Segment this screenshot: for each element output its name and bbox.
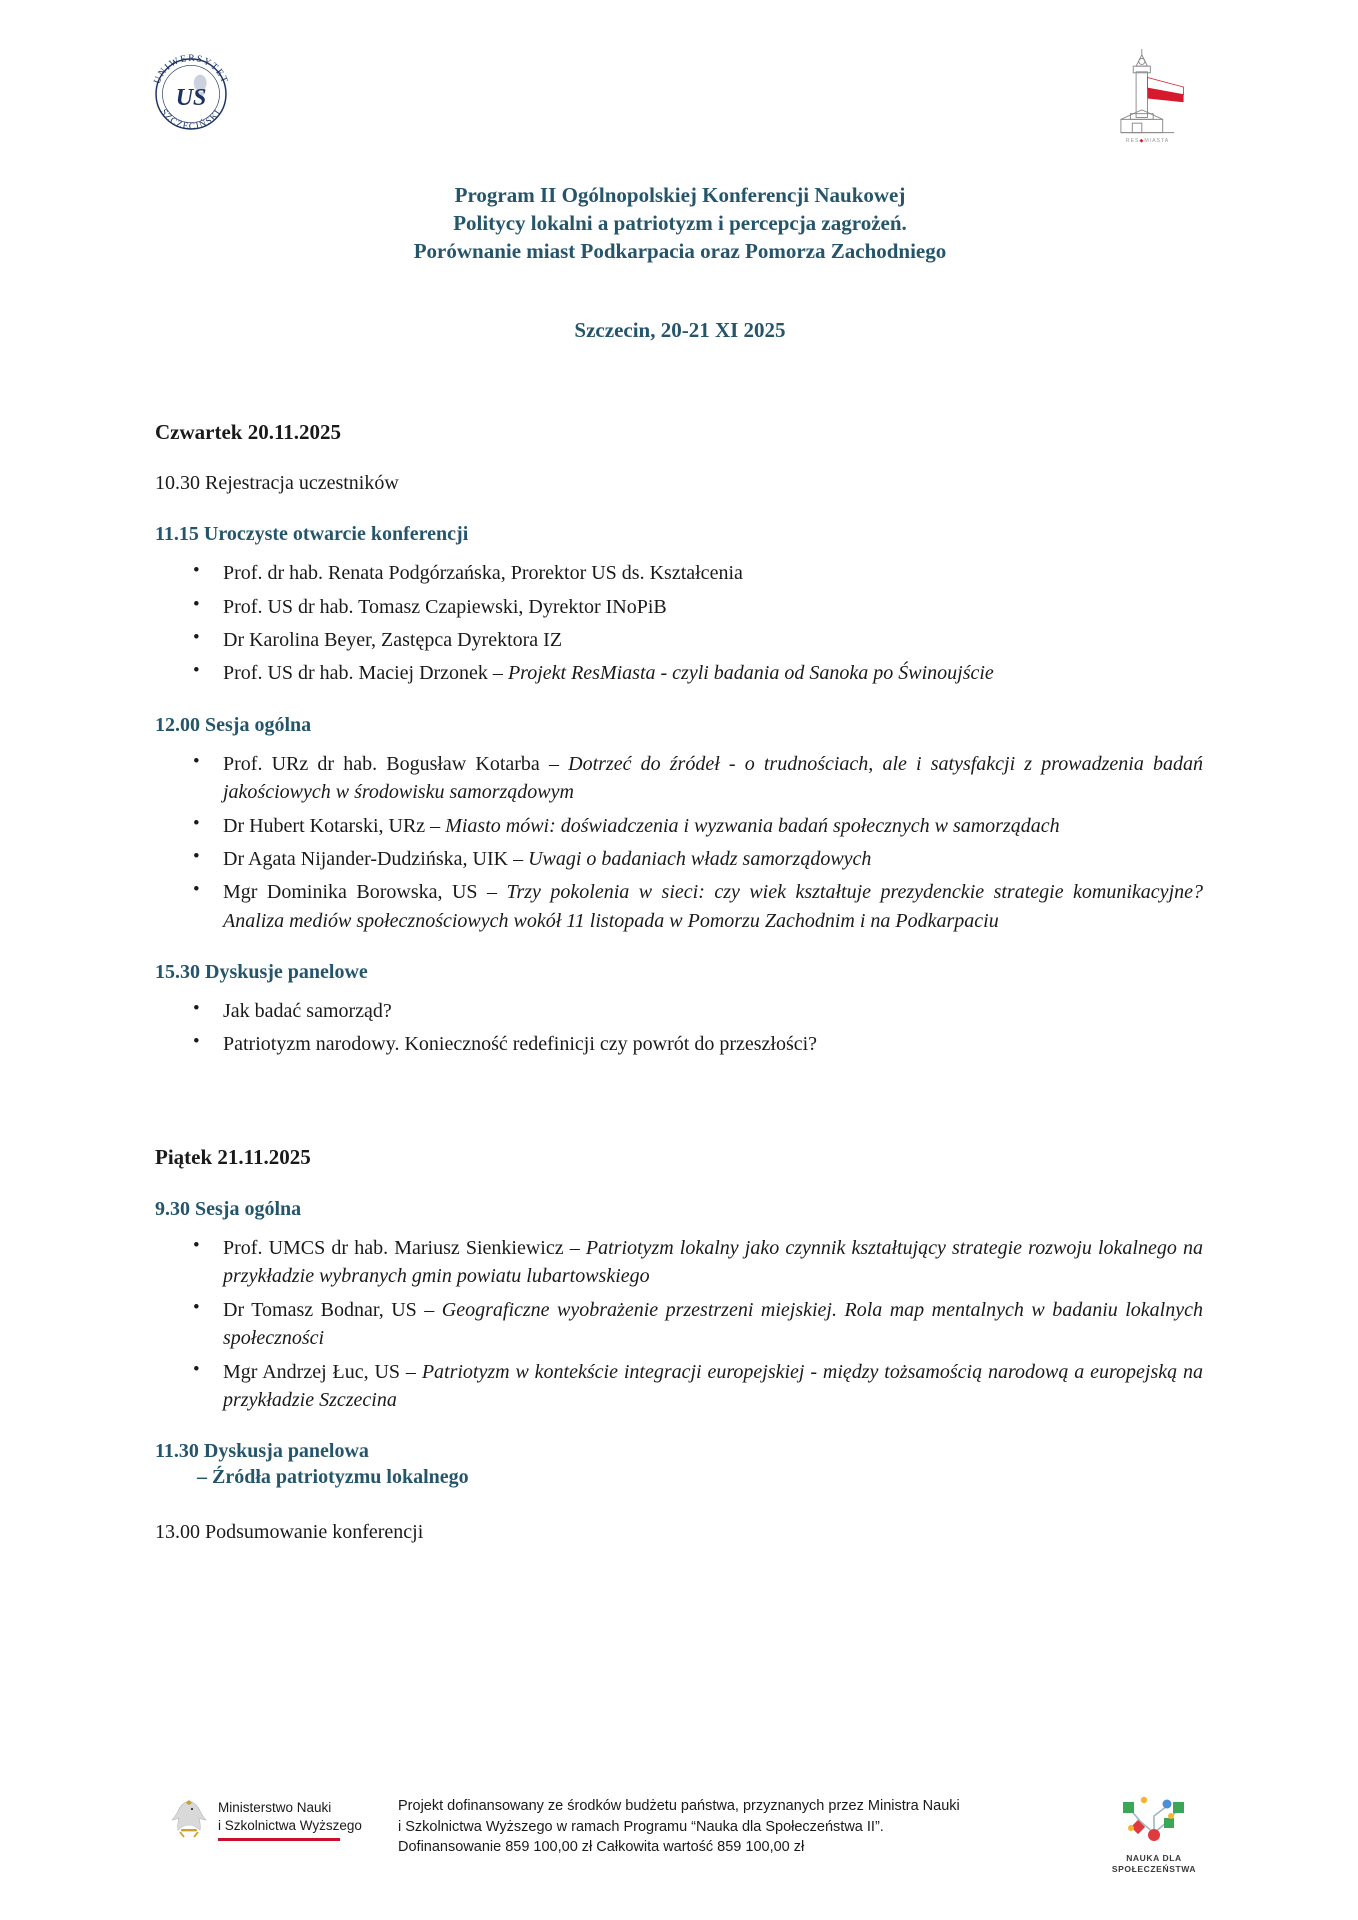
- ministry-text: [218, 1797, 362, 1842]
- nds-caption: [1096, 1853, 1212, 1875]
- item-text: Prof. URz dr hab. Bogusław Kotarba –: [223, 752, 569, 775]
- item-title: Miasto mówi: doświadczenia i wyzwania badań społecznych w samorządach: [445, 814, 1060, 837]
- svg-text:SZCZECIŃSKI: SZCZECIŃSKI: [159, 106, 223, 132]
- list-item: [155, 559, 1203, 587]
- item-text: Prof. US dr hab. Maciej Drzonek –: [223, 662, 508, 685]
- day-heading-friday: Piątek 21.11.2025: [155, 1144, 311, 1169]
- item-title: Patriotyzm lokalny jako czynnik kształtujący strategie rozwoju lokalnego na przykładzie wybranych gmin powiatu lubartowskiego: [223, 1237, 1204, 1288]
- item-text: Mgr Andrzej Łuc, US –: [223, 1360, 422, 1383]
- title-line-2: Politycy lokalni a patriotyzm i percepcja zagrożeń.: [453, 210, 907, 235]
- item-text: Dr Tomasz Bodnar, US –: [223, 1298, 442, 1321]
- header-band: [0, 0, 1358, 150]
- session-heading-1530: 15.30 Dyskusje panelowe: [155, 961, 368, 984]
- list-item: [155, 626, 1203, 654]
- panel-heading-sub: – Źródła patriotyzmu lokalnego: [197, 1466, 469, 1489]
- session-heading-0930: 9.30 Sesja ogólna: [155, 1198, 302, 1221]
- list-item: [155, 878, 1203, 935]
- footer-band: [0, 1770, 1358, 1920]
- nds-line-2: SPOŁECZEŃSTWA: [1111, 1864, 1197, 1875]
- nauka-dla-spoleczenstwa-logo: [1096, 1788, 1212, 1875]
- list-item: [155, 1234, 1203, 1291]
- page-title: [160, 182, 1200, 266]
- panel-heading-main: 11.30 Dyskusja panelowa: [155, 1440, 369, 1463]
- funding-statement: [398, 1796, 1058, 1858]
- session-heading-1130: [155, 1438, 1203, 1490]
- session-heading-1115: 11.15 Uroczyste otwarcie konferencji: [155, 523, 469, 546]
- list-item: [155, 997, 1203, 1025]
- session-items-1200: [155, 750, 1203, 935]
- programme-content: [155, 420, 1203, 1570]
- polish-eagle-icon: [168, 1796, 210, 1842]
- session-heading-1200: 12.00 Sesja ogólna: [155, 713, 312, 736]
- resmiasta-logo: [1100, 45, 1195, 150]
- registration-line: 10.30 Rejestracja uczestników: [155, 472, 399, 495]
- ministry-logo: [168, 1796, 362, 1842]
- session-items-1530: [155, 997, 1203, 1059]
- list-item: [155, 750, 1203, 807]
- list-item: [155, 845, 1203, 873]
- list-item: [155, 1030, 1203, 1058]
- svg-text:US: US: [175, 85, 207, 112]
- svg-text:UNIWERSYTET: UNIWERSYTET: [151, 52, 231, 86]
- item-title: Geograficzne wyobrażenie przestrzeni miejskiej. Rola map mentalnych w badaniu lokalnych społeczności: [223, 1298, 1203, 1350]
- section-spacer: [155, 1083, 1203, 1145]
- ministry-line-1: Ministerstwo Nauki: [218, 1799, 332, 1815]
- item-text: Patriotyzm narodowy. Konieczność redefinicji czy powrót do przeszłości?: [223, 1033, 818, 1056]
- item-title: Patriotyzm w kontekście integracji europejskiej - między tożsamością narodową a europejską na przykładzie Szczecina: [223, 1360, 1203, 1412]
- conference-date: Szczecin, 20-21 XI 2025: [574, 318, 786, 342]
- funding-line-1: Projekt dofinansowany ze środków budżetu państwa, przyznanych przez Ministra Nauki: [398, 1798, 960, 1814]
- title-line-1: Program II Ogólnopolskiej Konferencji Naukowej: [454, 183, 906, 207]
- closing-line: 13.00 Podsumowanie konferencji: [155, 1521, 424, 1544]
- item-text: Jak badać samorząd?: [223, 1000, 392, 1023]
- item-title: Uwagi o badaniach władz samorządowych: [528, 847, 872, 870]
- item-title: Projekt ResMiasta - czyli badania od Sanoka po Świnoujście: [507, 662, 994, 685]
- ministry-red-rule: [218, 1838, 340, 1841]
- session-items-0930: [155, 1234, 1203, 1414]
- item-title: Trzy pokolenia w sieci: czy wiek kształtuje prezydenckie strategie komunikacyjne? Analiza mediów społecznościowych wokół 11 listopada w Pomorzu Zachodnim i na Podkarpaciu: [223, 881, 1203, 932]
- item-title: Dotrzeć do źródeł - o trudnościach, ale i satysfakcji z prowadzenia badań jakościowych w środowisku samorządowym: [223, 752, 1203, 804]
- ministry-line-2: i Szkolnictwa Wyższego: [218, 1817, 362, 1833]
- list-item: [155, 812, 1203, 840]
- svg-text:RES◆MIASTA: RES◆MIASTA: [1125, 138, 1170, 145]
- university-of-szczecin-logo: [145, 48, 237, 140]
- day-heading-thursday: Czwartek 20.11.2025: [155, 420, 342, 444]
- funding-line-2: i Szkolnictwa Wyższego w ramach Programu “Nauka dla Społeczeństwa II”.: [398, 1818, 884, 1835]
- item-text: Dr Karolina Beyer, Zastępca Dyrektora IZ: [223, 628, 563, 651]
- session-items-1115: [155, 559, 1203, 688]
- title-line-3: Porównanie miast Podkarpacia oraz Pomorza Zachodniego: [413, 238, 947, 263]
- list-item: [155, 1296, 1203, 1353]
- item-text: Dr Hubert Kotarski, URz –: [223, 814, 446, 837]
- list-item: [155, 1358, 1203, 1415]
- funding-line-3: Dofinansowanie 859 100,00 zł Całkowita wartość 859 100,00 zł: [398, 1839, 805, 1856]
- list-item: [155, 659, 1203, 687]
- item-text: Prof. US dr hab. Tomasz Czapiewski, Dyrektor INoPiB: [223, 595, 667, 618]
- nds-line-1: NAUKA DLA: [1126, 1853, 1182, 1863]
- item-text: Prof. UMCS dr hab. Mariusz Sienkiewicz –: [223, 1237, 586, 1260]
- item-text: Dr Agata Nijander-Dudzińska, UIK –: [223, 847, 529, 870]
- closing-spacer: [155, 1502, 1203, 1520]
- item-text: Mgr Dominika Borowska, US –: [223, 881, 507, 904]
- item-text: Prof. dr hab. Renata Podgórzańska, Prorektor US ds. Kształcenia: [223, 562, 743, 585]
- list-item: [155, 593, 1203, 621]
